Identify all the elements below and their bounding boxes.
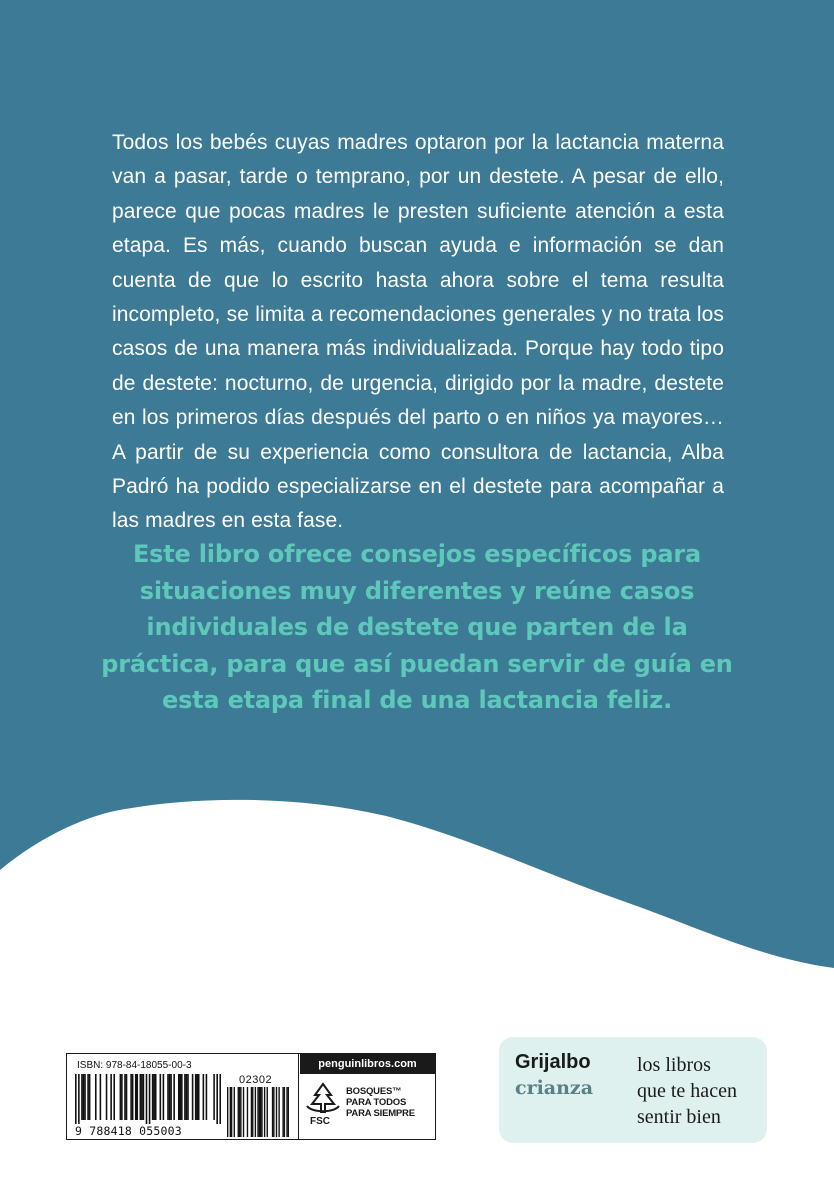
barcode-bar [135,1074,137,1120]
barcode-bar [95,1074,97,1120]
barcode-bar [264,1087,265,1137]
publisher-site-label: penguinlibros.com [300,1054,435,1074]
barcode-bar [83,1074,85,1120]
imprint-slogan-line: sentir bien [637,1106,721,1128]
barcode-bar [169,1074,171,1120]
barcode-bar [106,1074,108,1120]
barcode-bar [167,1074,169,1120]
barcode-bar [234,1087,235,1137]
barcode-bar [227,1087,228,1137]
barcode-bar [282,1087,283,1137]
barcode-bar [251,1087,252,1137]
barcode-bar [120,1074,122,1120]
barcode-bar [181,1074,183,1120]
barcode-bar [260,1087,261,1137]
barcode-bar [100,1074,102,1120]
barcode-block [66,1053,436,1140]
barcode-bar [126,1074,128,1120]
barcode-bar [259,1087,260,1137]
barcode-bar [121,1074,123,1120]
barcode-bar [196,1074,198,1120]
barcode-bar [132,1074,134,1120]
barcode-bar [247,1087,248,1137]
imprint-name: Grijalbo [515,1051,591,1073]
barcode-bar [219,1074,221,1126]
publisher-cell [300,1054,435,1139]
imprint-slogan [637,1052,763,1130]
barcode-bar [146,1074,148,1126]
barcode-bar [130,1074,132,1120]
barcode-bar [255,1087,256,1137]
barcode-bar [213,1074,215,1120]
addon-barcode [227,1087,289,1137]
barcode-bar [240,1087,241,1137]
barcode-bar [141,1074,143,1120]
barcode-bar [284,1087,285,1137]
barcode-bar [113,1074,115,1120]
barcode-bar [110,1074,112,1120]
barcode-bar [155,1074,157,1120]
barcode-bar [160,1074,162,1120]
highlight-quote: Este libro ofrece consejos específicos para situaciones muy diferentes y reúne casos individuales de destete que parten de la práctica, para que así puedan servir de guía en esta etapa final de una lactancia feliz. [101,540,733,715]
barcode-bar [87,1074,89,1120]
barcode-bar [272,1087,273,1137]
barcode-bar [252,1087,253,1137]
imprint-slogan-line: los libros [637,1054,711,1076]
barcode-bar [286,1087,287,1137]
barcode-bar [231,1087,232,1137]
barcode-bar [257,1087,258,1137]
fsc-tree-icon [306,1082,340,1114]
barcode-bar [230,1087,231,1137]
barcode-bar [206,1074,208,1120]
barcode-bar [178,1074,180,1120]
imprint-collection: crianza [515,1077,594,1099]
barcode-bar [149,1074,151,1126]
addon-number: 02302 [239,1074,273,1086]
barcode-bar [192,1074,194,1120]
barcode-bar [267,1087,268,1137]
fsc-slogan-line: PARA SIEMPRE [346,1108,415,1119]
barcode-bar [140,1074,142,1120]
barcode-bar [173,1074,175,1120]
barcode-bar [136,1074,138,1120]
barcode-bar [153,1074,155,1120]
barcode-bar [78,1074,80,1126]
barcode-bar [195,1074,197,1120]
ean13-barcode [75,1074,221,1126]
barcode-bar [239,1087,240,1137]
isbn-cell [67,1054,299,1139]
imprint-box [499,1037,767,1143]
fsc-slogan-line: PARA TODOS [346,1097,407,1108]
barcode-bar [170,1074,172,1120]
barcode-bar [84,1074,86,1120]
back-cover-blurb: Todos los bebés cuyas madres optaron por la lactancia materna van a pasar, tarde o temprano, por un destete. A pesar de ello, parece que pocas madres le presten suficiente atención a esta etapa. Es más, cuando buscan ayuda e información se dan cuenta de que lo escrito hasta ahora sobre el tema resulta incompleto, se limita a recomendaciones generales y no trata los casos de una manera más individualizada. Porque hay todo tipo de destete: nocturno, de urgencia, dirigido por la madre, destete en los primeros días después del parto o en niños ya mayores… A partir de su experiencia como consultora de lactancia, Alba Padró ha podido especializarse en el destete para acompañar a las madres en esta fase. [112,131,724,533]
barcode-bar [187,1074,189,1120]
barcode-bar [288,1087,289,1137]
barcode-bar [261,1087,262,1137]
barcode-digits: 9 788418 055003 [75,1124,225,1138]
fsc-label: FSC [310,1116,330,1127]
isbn-label: ISBN: 978-84-18055-00-3 [77,1060,192,1071]
barcode-bar [216,1074,218,1126]
barcode-bar [89,1074,91,1120]
barcode-bar [238,1087,239,1137]
barcode-bar [186,1074,188,1120]
barcode-bar [81,1074,83,1120]
fsc-slogan [346,1086,434,1119]
barcode-bar [276,1087,277,1137]
barcode-bar [163,1074,165,1120]
barcode-bar [198,1074,200,1120]
imprint-slogan-line: que te hacen [637,1080,737,1102]
barcode-bar [75,1074,77,1126]
barcode-bar [278,1087,279,1137]
barcode-bar [203,1074,205,1120]
barcode-bar [143,1074,145,1120]
fsc-slogan-line: BOSQUES™ [346,1086,402,1097]
barcode-bar [180,1074,182,1120]
barcode-bar [243,1087,244,1137]
barcode-bar [273,1087,274,1137]
barcode-bar [184,1074,186,1120]
barcode-bar [124,1074,126,1120]
barcode-bar [152,1074,154,1120]
